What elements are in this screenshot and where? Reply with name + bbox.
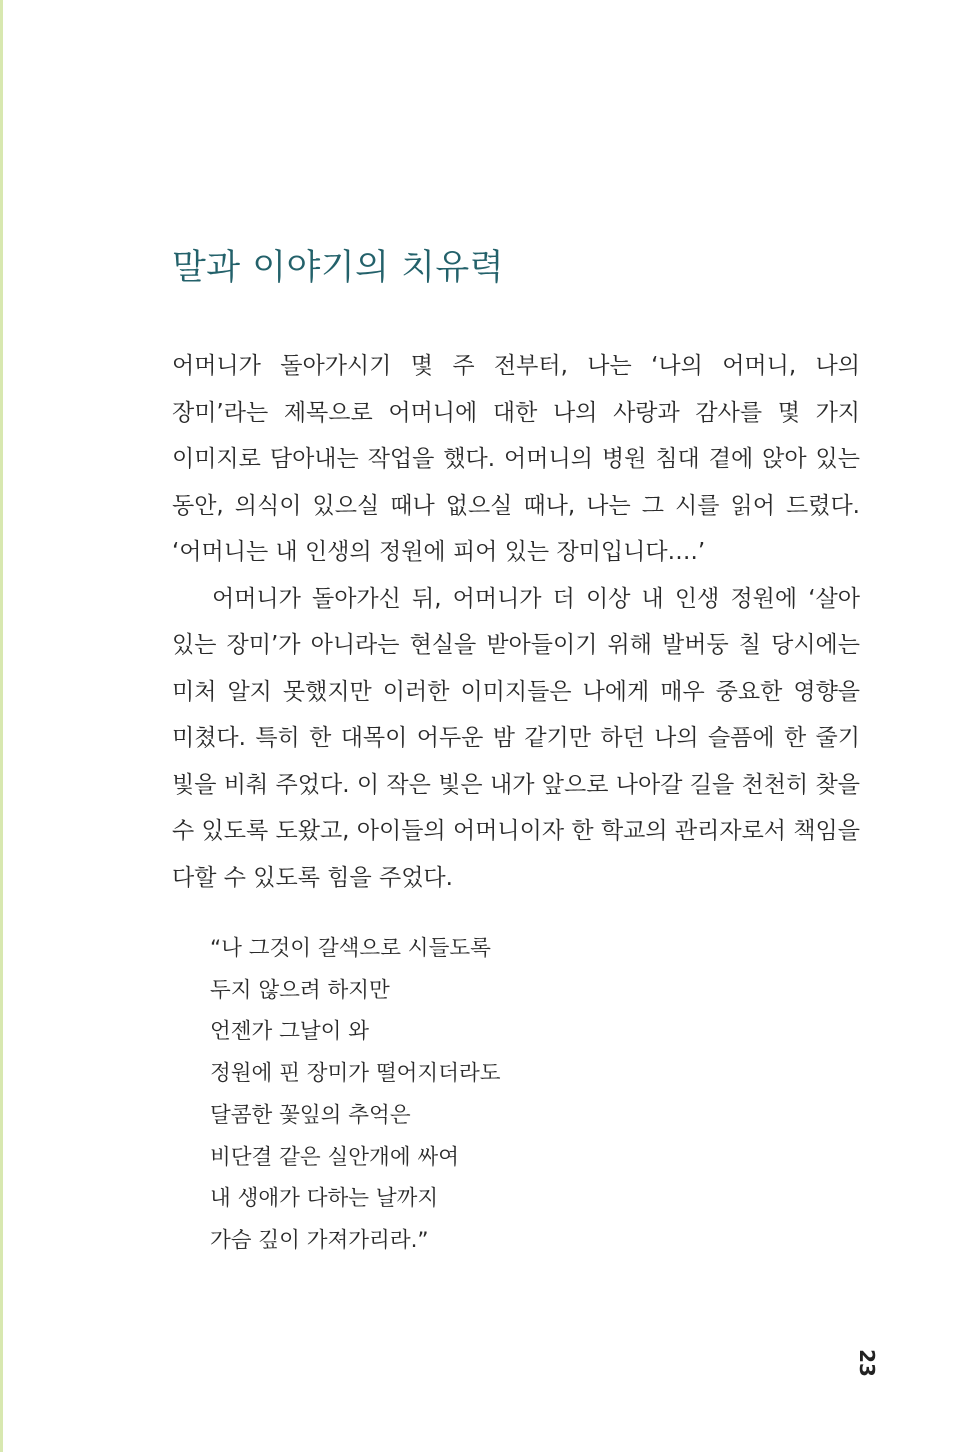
poem-line: 정원에 핀 장미가 떨어지더라도	[210, 1061, 501, 1087]
poem-quote	[210, 928, 810, 1262]
page-number: 23	[855, 1349, 879, 1377]
poem-line: 달콤한 꽃잎의 추억은	[210, 1102, 411, 1128]
page-edge-line	[0, 0, 3, 1452]
paragraph-2: 어머니가 돌아가신 뒤, 어머니가 더 이상 내 인생 정원에 ‘살아 있는 장미’가 아니라는 현실을 받아들이기 위해 발버둥 칠 당시에는 미처 알지 못했지만 이러한 이미지들은 나에게 매우 중요한 영향을 미쳤다. 특히 한 대목이 어두운 밤 같기만 하던 나의 슬픔에 한 줄기 빛을 비춰 주었다. 이 작은 빛은 내가 앞으로 나아갈 길을 천천히 찾을 수 있도록 도왔고, 아이들의 어머니이자 한 학교의 관리자로서 책임을 다할 수 있도록 힘을 주었다.	[172, 585, 860, 891]
poem-line: 비단결 같은 실안개에 싸여	[210, 1144, 459, 1170]
paragraph-1: 어머니가 돌아가시기 몇 주 전부터, 나는 ‘나의 어머니, 나의 장미’라는 제목으로 어머니에 대한 나의 사랑과 감사를 몇 가지 이미지로 담아내는 작업을 했다. 어머니의 병원 침대 곁에 앉아 있는 동안, 의식이 있으실 때나 없으실 때나, 나는 그 시를 읽어 드렸다. ‘어머니는 내 인생의 정원에 피어 있는 장미입니다….’	[172, 353, 860, 565]
poem-line: 언젠가 그날이 와	[210, 1019, 370, 1045]
section-title: 말과 이야기의 치유력	[172, 248, 505, 288]
poem-line: 가슴 깊이 가져가리라.”	[210, 1227, 429, 1253]
poem-line: 두지 않으려 하지만	[210, 977, 390, 1003]
poem-line: “나 그것이 갈색으로 시들도록	[210, 936, 491, 961]
body-text	[172, 343, 860, 901]
poem-line: 내 생애가 다하는 날까지	[210, 1186, 439, 1212]
